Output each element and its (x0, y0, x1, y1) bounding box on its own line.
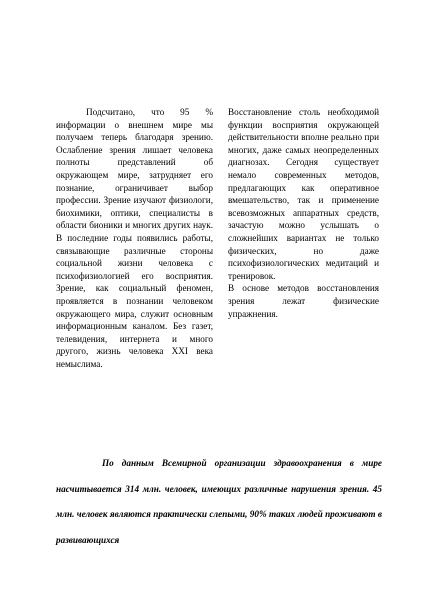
right-column-paragraph-2: В основе методов восстановления зрения лежат физические упражнения. (228, 283, 379, 319)
right-column (228, 106, 379, 320)
left-column (56, 106, 213, 370)
bottom-paragraph: По данным Всемирной организации здравоохранения в мире насчитывается 314 млн. человек, имеющих различные нарушения зрения. 45 млн. человек являются практически слепыми, 90% таких людей проживают в развивающихся (56, 458, 382, 545)
left-column-paragraph: Подсчитано, что 95 % информации о внешнем мире мы получаем теперь благодаря зрению. Ослабление зрения лишает человека полноты представлений об окружающем мире, затрудняет его познание, ограничивает выбор профессии. Зрение изучают физиологи, биохимики, оптики, специалисты в области бионики и многих других наук. В последние годы появились работы, связывающие различные стороны социальной жизни человека с психофизиологией его восприятия. Зрение, как социальный феномен, проявляется в познании человеком окружающего мира, служит основным информационным каналом. Без газет, телевидения, интернета и много другого, жизнь человека XXI века немыслима. (56, 107, 213, 369)
right-column-paragraph-1: Восстановление столь необходимой функции восприятия окружающей действительности вполне реально при многих, даже самых неопределенных диагнозах. Сегодня существует немало современных методов, предлагающих как оперативное вмешательство, так и применение всевозможных аппаратных средств, зачастую можно услышать о сложнейших вариантах не только физических, но даже психофизиологических медитаций и тренировок. (228, 107, 379, 281)
